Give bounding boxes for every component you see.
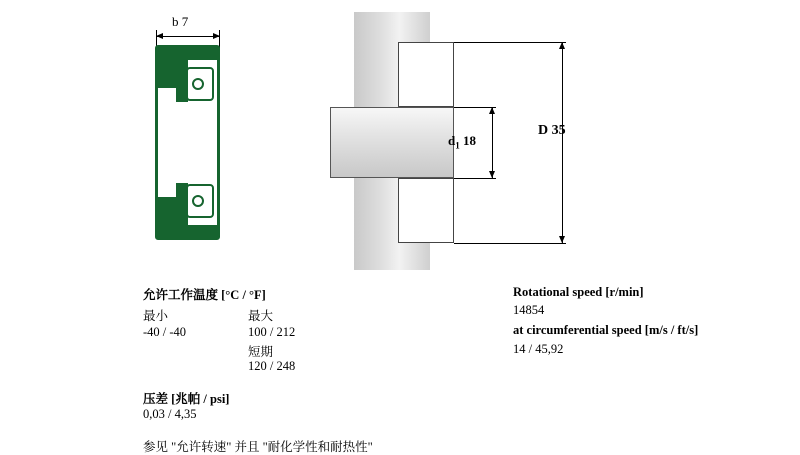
seal-lower-garter-spring bbox=[192, 195, 204, 207]
circumferential-speed-heading: at circumferential speed [m/s / ft/s] bbox=[513, 323, 699, 337]
seal-cross-section-drawing bbox=[120, 10, 310, 270]
seal-upper-garter-spring bbox=[192, 78, 204, 90]
pressure-values: 0,03 / 4,35 bbox=[143, 407, 197, 421]
temperature-min-values: -40 / -40 bbox=[143, 325, 187, 339]
seal-upper-seat bbox=[398, 42, 454, 107]
inner-diameter-value: 18 bbox=[462, 133, 476, 148]
temperature-max-values: 100 / 212 bbox=[248, 325, 296, 339]
seal-width-dimension-label: b 7 bbox=[172, 14, 189, 29]
outer-diameter-label: D 35 bbox=[538, 123, 566, 138]
inner-diameter-extension-top bbox=[454, 107, 496, 108]
seal-lower-flange bbox=[158, 225, 217, 237]
temperature-short-term-values: 120 / 248 bbox=[248, 359, 296, 373]
reference-note: 参见 "允许转速" 并且 "耐化学性和耐热性" bbox=[143, 440, 373, 454]
inner-diameter-subscript: 1 bbox=[455, 140, 460, 151]
inner-diameter-arrow-top bbox=[489, 107, 495, 114]
circumferential-speed-value: 14 / 45,92 bbox=[513, 342, 564, 356]
seal-bore-left-clear bbox=[158, 102, 160, 183]
installation-drawing bbox=[330, 10, 770, 275]
outer-diameter-arrow-bottom bbox=[559, 236, 565, 243]
seal-width-arrow-left bbox=[156, 33, 163, 39]
outer-diameter-extension-top bbox=[454, 42, 566, 43]
outer-diameter-dimension-line bbox=[562, 42, 563, 243]
seal-lower-seat bbox=[398, 178, 454, 243]
rotational-speed-heading: Rotational speed [r/min] bbox=[513, 285, 644, 299]
inner-diameter-symbol-letter: d bbox=[448, 133, 456, 148]
inner-diameter-symbol bbox=[448, 133, 476, 151]
temperature-min-label: 最小 bbox=[143, 309, 169, 323]
temperature-heading: 允许工作温度 [°C / °F] bbox=[143, 288, 266, 302]
temperature-short-term-label: 短期 bbox=[248, 345, 274, 359]
inner-diameter-extension-bottom bbox=[454, 178, 496, 179]
seal-upper-flange bbox=[158, 48, 217, 60]
rotational-speed-value: 14854 bbox=[513, 303, 545, 317]
seal-bore-gap bbox=[158, 102, 217, 183]
seal-width-dimension-line bbox=[156, 36, 220, 37]
inner-diameter-dimension-line bbox=[492, 107, 493, 178]
pressure-heading: 压差 [兆帕 / psi] bbox=[143, 392, 230, 406]
inner-diameter-arrow-bottom bbox=[489, 171, 495, 178]
temperature-max-label: 最大 bbox=[248, 309, 274, 323]
outer-diameter-arrow-top bbox=[559, 42, 565, 49]
shaft-body bbox=[330, 107, 454, 178]
outer-diameter-extension-bottom bbox=[454, 243, 566, 244]
